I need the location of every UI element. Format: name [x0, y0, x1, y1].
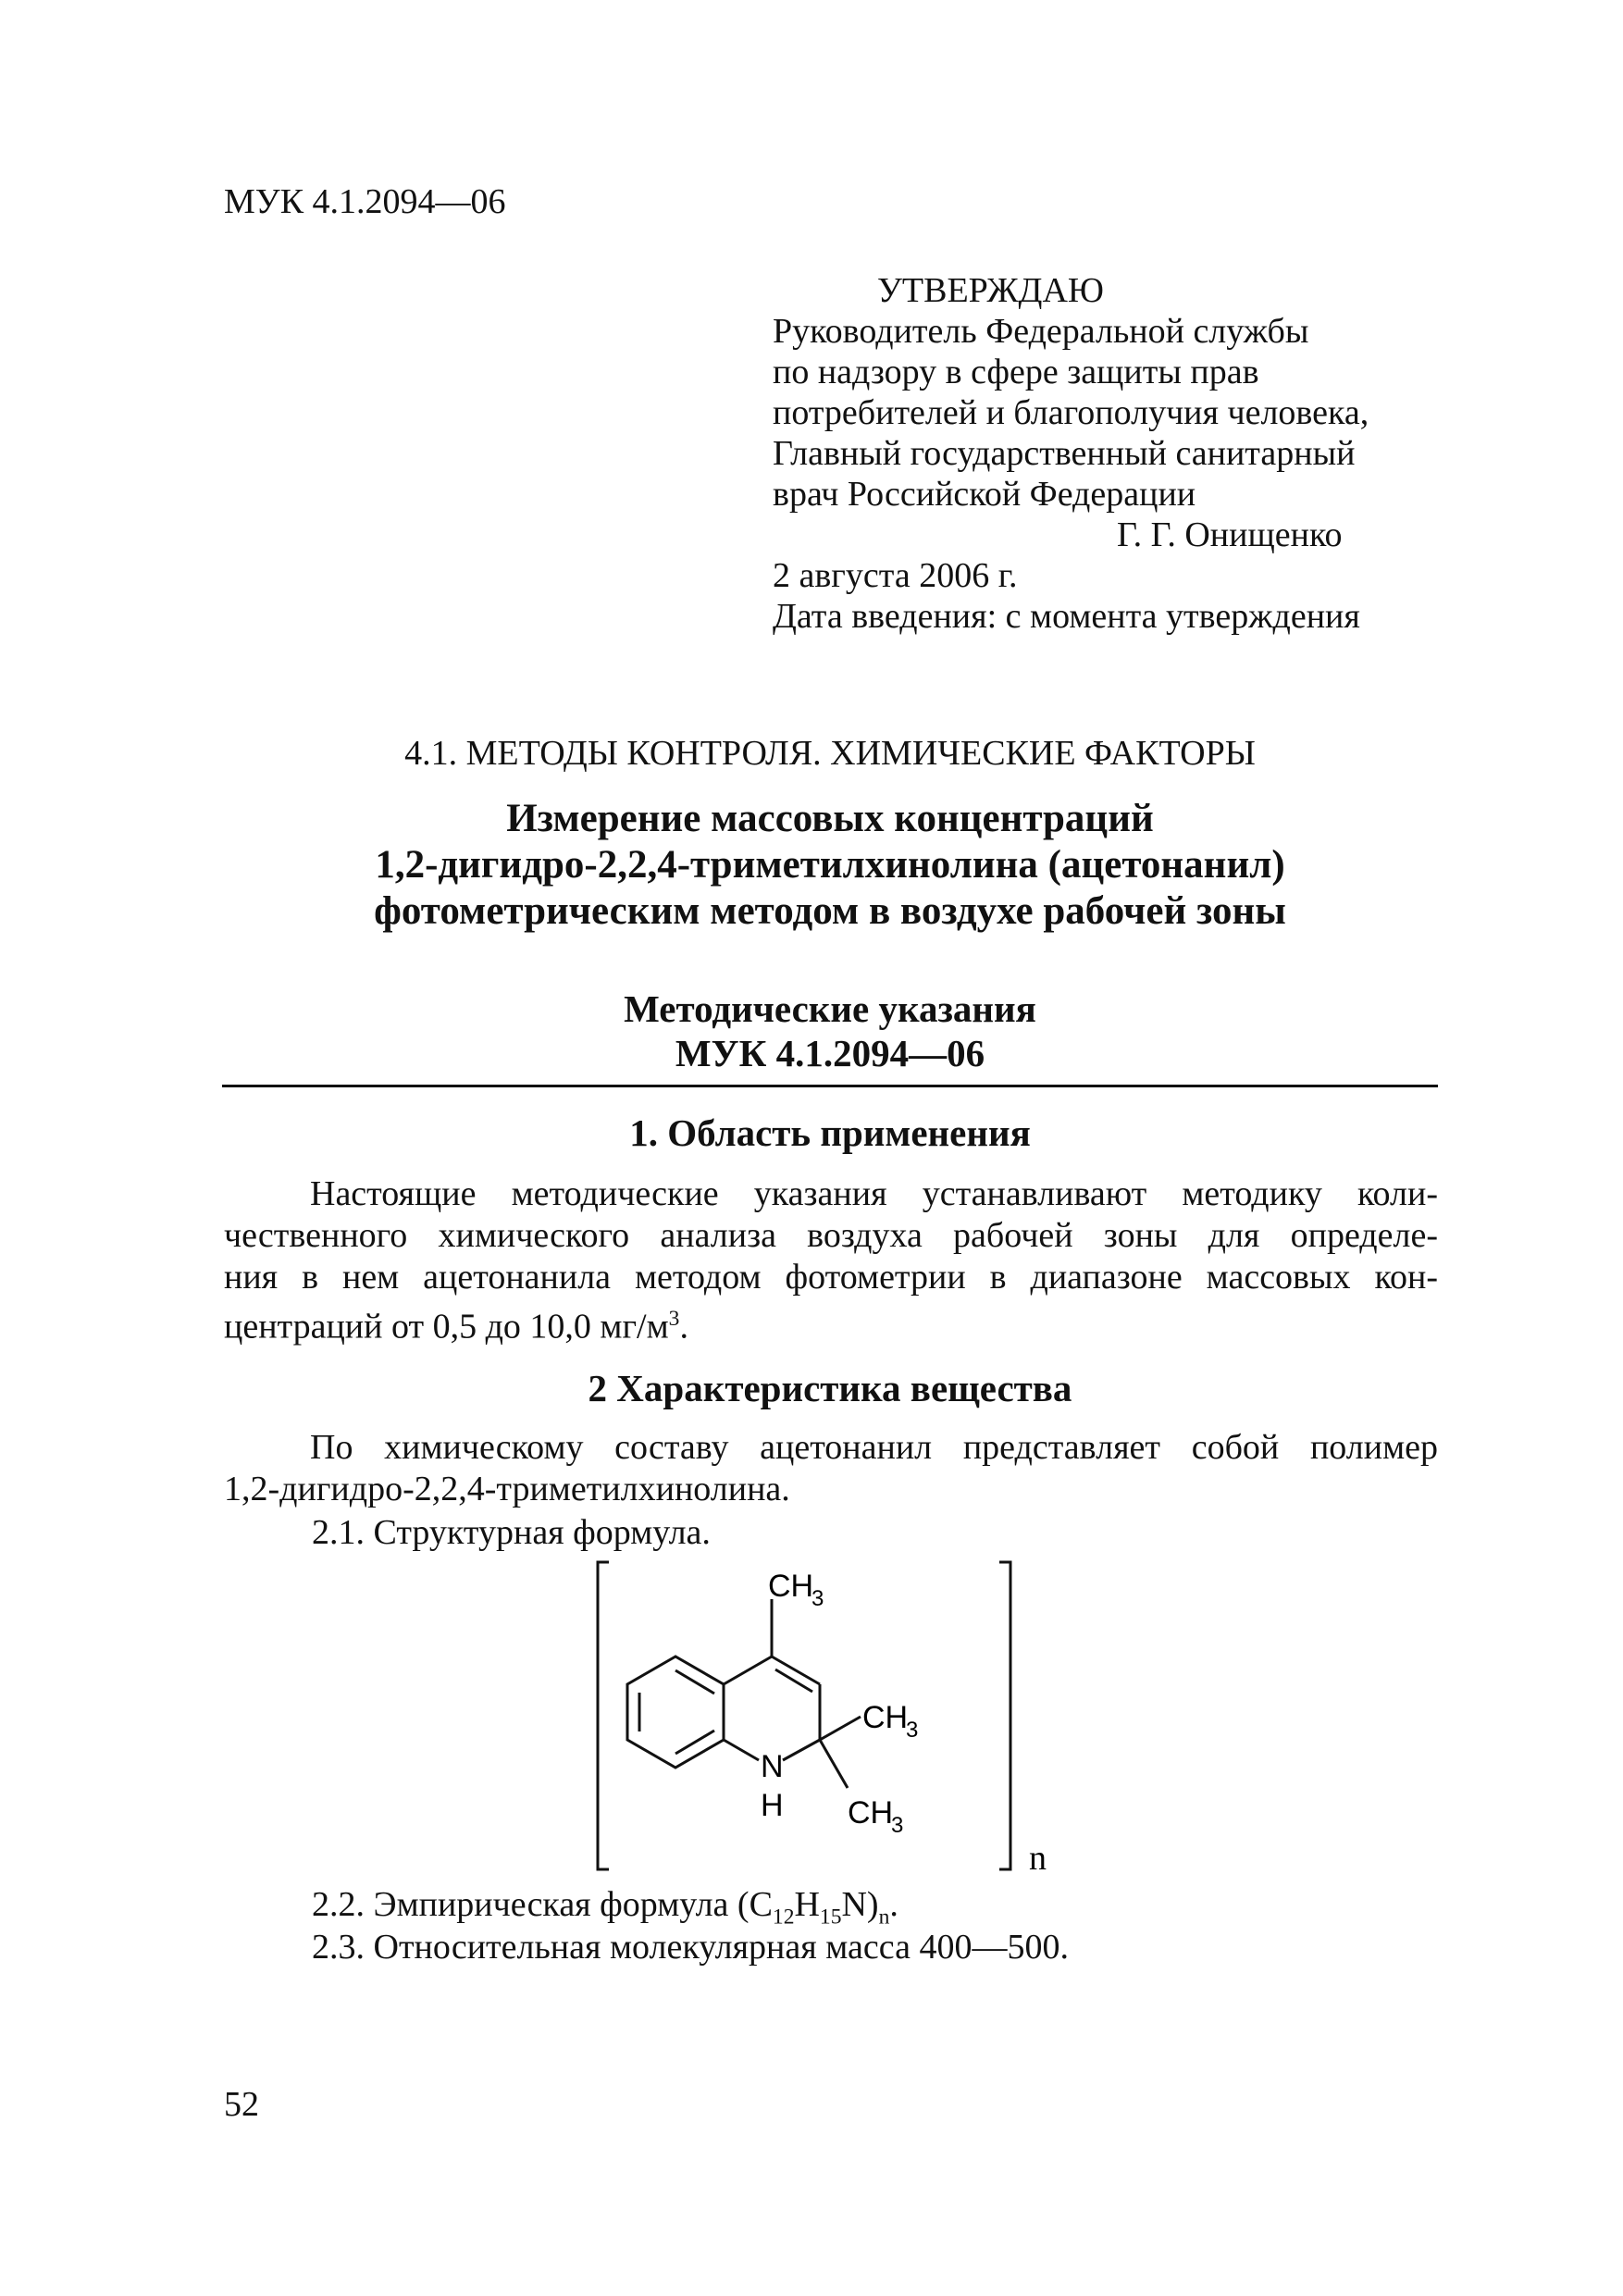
title-divider — [222, 1085, 1438, 1087]
ch3-subscript: 3 — [906, 1718, 919, 1743]
item-2-2 — [312, 1884, 898, 1930]
subscript: n — [878, 1905, 890, 1930]
paragraph-end: . — [679, 1307, 688, 1347]
title-line: фотометрическим методом в воздухе рабочей зоны — [374, 889, 1286, 933]
paragraph-line: ния в нем ацетонанила методом фотометрии в диапазоне массовых кон- — [224, 1258, 1438, 1297]
nitrogen-label: N — [761, 1749, 784, 1784]
document-subtitle — [222, 987, 1438, 1075]
approval-line: потребителей и благополучия человека, — [773, 393, 1369, 432]
right-bracket — [999, 1562, 1010, 1869]
formula-prefix: 2.2. Эмпирическая формула (C — [312, 1885, 773, 1924]
approval-line: врач Российской Федерации — [773, 475, 1196, 514]
repeat-index: n — [1029, 1839, 1047, 1878]
introduction-date: Дата введения: с момента утверждения — [773, 597, 1360, 636]
subscript: 12 — [772, 1905, 795, 1930]
section-1-heading: 1. Область применения — [629, 1111, 1031, 1154]
item-2-1: 2.1. Структурная формула. — [312, 1513, 711, 1552]
section-1-paragraph — [224, 1173, 1438, 1348]
approval-line: Руководитель Федеральной службы — [773, 312, 1309, 351]
title-line: 1,2-дигидро-2,2,4-триметилхинолина (ацетонанил) — [375, 843, 1285, 887]
paragraph-text: центраций от 0,5 до 10,0 мг/м — [224, 1307, 669, 1347]
paragraph-line: чественного химического анализа воздуха рабочей зоны для определе- — [224, 1216, 1438, 1255]
ch3-subscript: 3 — [812, 1586, 824, 1611]
title-line: Измерение массовых концентраций — [506, 797, 1154, 840]
approval-line: по надзору в сфере защиты прав — [773, 353, 1259, 391]
formula-end: . — [889, 1885, 898, 1924]
subscript: 15 — [819, 1905, 842, 1930]
section-2-heading: 2 Характеристика вещества — [588, 1367, 1072, 1409]
paragraph-line: По химическому составу ацетонанил представляет собой полимер — [310, 1428, 1438, 1467]
paragraph-line — [224, 1298, 1438, 1348]
document-code: МУК 4.1.2094—06 — [224, 182, 506, 221]
paragraph-line: 1,2-дигидро-2,2,4-триметилхинолина. — [224, 1470, 790, 1508]
section-2-paragraph — [224, 1427, 1438, 1510]
paragraph-line: Настоящие методические указания устанавливают методику коли- — [310, 1174, 1438, 1213]
formula-part: H — [794, 1885, 820, 1924]
document-title — [222, 796, 1438, 935]
approval-date: 2 августа 2006 г. — [773, 556, 1018, 595]
structural-formula — [592, 1555, 1055, 1879]
item-2-3: 2.3. Относительная молекулярная масса 400—500. — [312, 1928, 1069, 1967]
superscript: 3 — [668, 1307, 680, 1331]
hydrogen-label: H — [761, 1788, 784, 1823]
left-bracket — [598, 1562, 609, 1869]
ch3-label: CH — [848, 1795, 894, 1831]
subtitle-code: МУК 4.1.2094—06 — [675, 1032, 985, 1074]
ch3-label: CH — [768, 1569, 814, 1604]
formula-part: N) — [841, 1885, 879, 1924]
ch3-subscript: 3 — [891, 1813, 904, 1838]
benzene-ring — [627, 1657, 724, 1768]
section-code: 4.1. МЕТОДЫ КОНТРОЛЯ. ХИМИЧЕСКИЕ ФАКТОРЫ — [404, 734, 1256, 773]
approval-signer: Г. Г. Онищенко — [1117, 515, 1343, 554]
subtitle-line: Методические указания — [624, 987, 1036, 1030]
approval-word: УТВЕРЖДАЮ — [877, 271, 1104, 310]
ch3-label: CH — [862, 1700, 909, 1735]
approval-block — [773, 270, 1439, 637]
approval-line: Главный государственный санитарный — [773, 434, 1356, 473]
page-number: 52 — [224, 2085, 259, 2124]
